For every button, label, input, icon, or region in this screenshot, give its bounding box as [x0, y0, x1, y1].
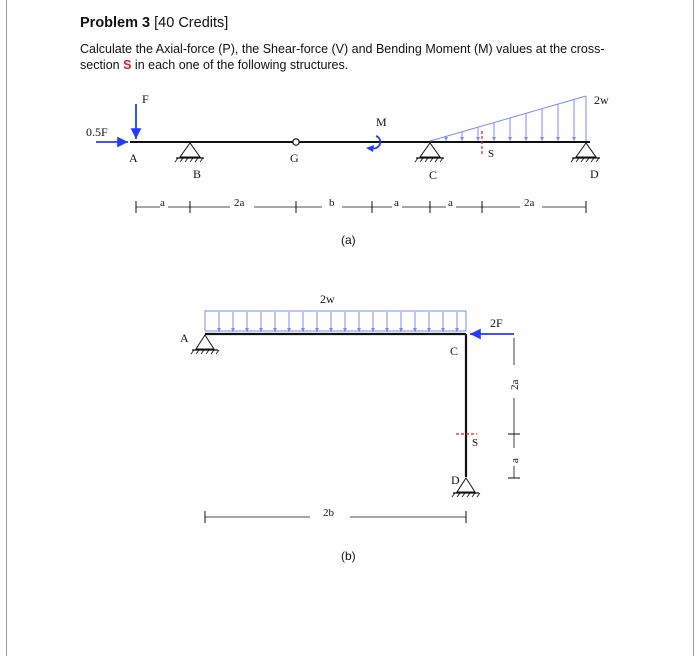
- support-d: [571, 143, 600, 162]
- moment-m-arrowhead: [366, 145, 374, 152]
- node-c-label: C: [429, 168, 438, 182]
- figure-b: [180, 292, 521, 563]
- caption-a: (a): [341, 233, 356, 247]
- caption-b: (b): [341, 549, 356, 563]
- section-letter: S: [123, 58, 132, 72]
- span-2a-1: 2a: [234, 197, 245, 209]
- dimension-line-a: [136, 201, 586, 213]
- description-text-end: in each one of the following structures.: [131, 58, 349, 72]
- span-a-3: a: [448, 197, 453, 209]
- support-a-b: [191, 335, 219, 354]
- section-s-label-a: S: [488, 148, 495, 160]
- description-text: Calculate the Axial-force (P), the Shear-force (V) and Bending Moment (M) values at the cross-section: [80, 42, 605, 72]
- label-force-2f: 2F: [490, 316, 503, 330]
- span-2b-b: 2b: [323, 507, 334, 519]
- section-s-label-b: S: [472, 437, 479, 449]
- node-c-label-b: C: [450, 344, 459, 358]
- node-g-label: G: [290, 151, 299, 165]
- node-b-label: B: [193, 167, 202, 181]
- support-c: [415, 143, 444, 162]
- span-b: b: [329, 197, 335, 209]
- label-distributed-2w-b: 2w: [320, 292, 335, 306]
- problem-label: Problem 3: [80, 15, 151, 31]
- vertical-dimension-b: [508, 338, 520, 478]
- node-d-label-b: D: [451, 473, 460, 487]
- node-d-label: D: [590, 167, 599, 181]
- label-load-05f: 0.5F: [86, 125, 108, 139]
- span-2a-b: 2a: [509, 379, 521, 390]
- triangular-load-a: [430, 96, 586, 141]
- support-b: [175, 143, 204, 162]
- label-distributed-2w-a: 2w: [594, 93, 609, 107]
- problem-credits: [40 Credits]: [154, 15, 229, 31]
- node-a-label: A: [129, 151, 138, 165]
- hinge-g: [293, 139, 299, 145]
- label-load-f: F: [142, 92, 149, 106]
- figure-a: [86, 92, 609, 247]
- span-2a-2: 2a: [524, 197, 535, 209]
- horizontal-dimension-b: [205, 511, 466, 523]
- span-a-b: a: [509, 458, 521, 463]
- span-a-1: a: [160, 197, 165, 209]
- label-moment-m: M: [376, 115, 387, 129]
- span-a-2: a: [394, 197, 399, 209]
- uniform-load-b: [205, 311, 466, 332]
- node-a-label-b: A: [180, 331, 189, 345]
